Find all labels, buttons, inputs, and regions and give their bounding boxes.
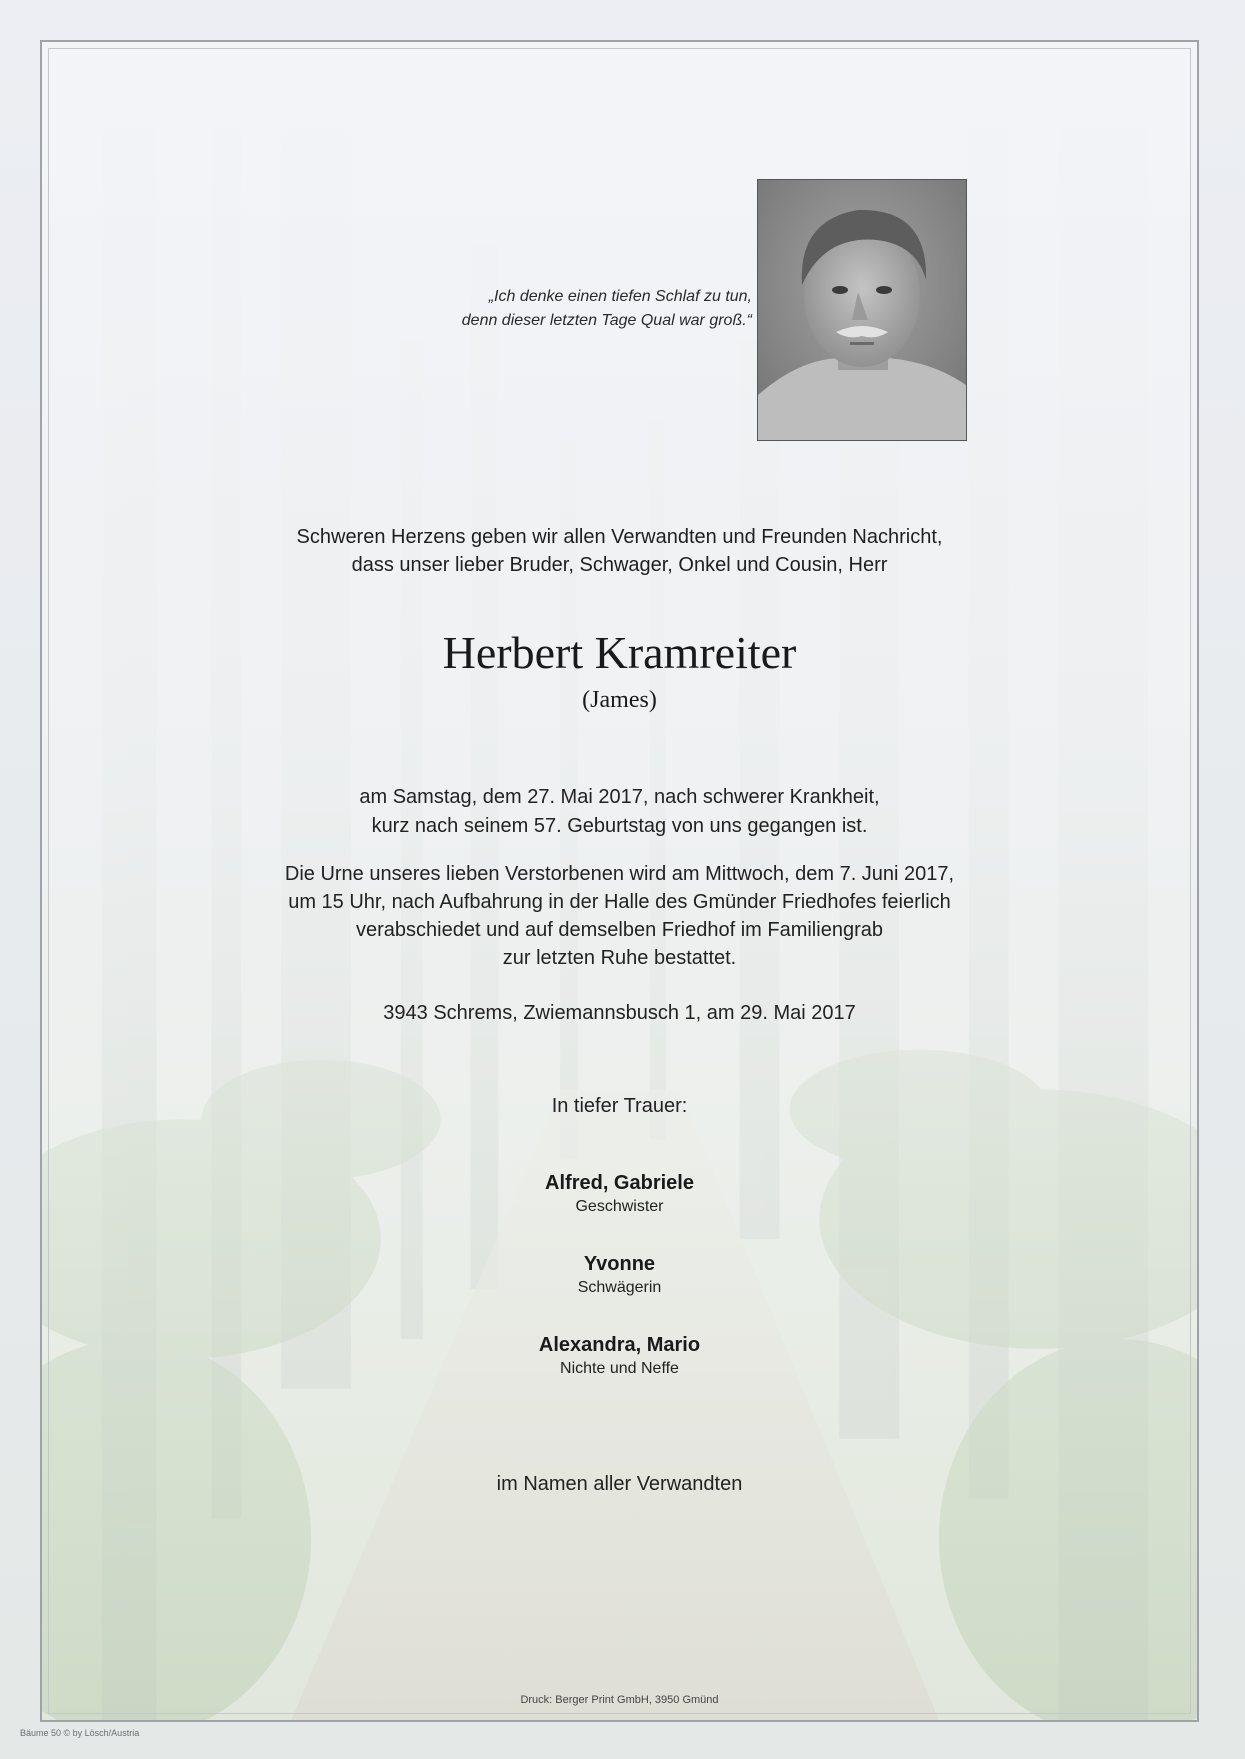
epigraph-quote	[342, 285, 752, 333]
funeral-line-3: verabschiedet und auf demselben Friedhof im Familiengrab	[356, 919, 883, 941]
mourner-relation: Nichte und Neffe	[560, 1360, 679, 1377]
funeral-line-4: zur letzten Ruhe bestattet.	[502, 947, 737, 969]
announcement-line-2: dass unser lieber Bruder, Schwager, Onkel und Cousin, Herr	[351, 554, 888, 576]
passing-line-1: am Samstag, dem 27. Mai 2017, nach schwerer Krankheit,	[359, 786, 880, 808]
mourner-entry	[42, 1251, 1197, 1299]
funeral-line-1: Die Urne unseres lieben Verstorbenen wird am Mittwoch, dem 7. Juni 2017,	[284, 863, 955, 885]
background-credit: Bäume 50 © by Lösch/Austria	[20, 1728, 140, 1738]
deceased-name: Herbert Kramreiter	[442, 627, 797, 678]
portrait-photo	[757, 179, 967, 441]
quote-line-2: denn dieser letzten Tage Qual war groß.“	[461, 312, 752, 329]
content	[42, 42, 1197, 1720]
printer-imprint: Druck: Berger Print GmbH, 3950 Gmünd	[520, 1694, 719, 1706]
mourning-heading: In tiefer Trauer:	[551, 1095, 688, 1117]
mourner-name: Yvonne	[583, 1253, 656, 1275]
page-frame	[40, 40, 1199, 1722]
funeral-line-2: um 15 Uhr, nach Aufbahrung in der Halle des Gmünder Friedhofes feierlich	[288, 891, 951, 913]
mourner-entry	[42, 1332, 1197, 1380]
closing-line: im Namen aller Verwandten	[496, 1473, 743, 1495]
mourner-name: Alexandra, Mario	[538, 1334, 701, 1356]
place-and-date: 3943 Schrems, Zwiemannsbusch 1, am 29. Mai 2017	[383, 1002, 856, 1024]
announcement-line-1: Schweren Herzens geben wir allen Verwandten und Freunden Nachricht,	[296, 526, 943, 548]
passing-line-2: kurz nach seinem 57. Geburtstag von uns gegangen ist.	[371, 815, 868, 837]
announcement-text	[42, 523, 1197, 579]
passing-text	[42, 783, 1197, 841]
funeral-text	[42, 860, 1197, 972]
mourner-name: Alfred, Gabriele	[545, 1172, 694, 1194]
mourner-entry	[42, 1170, 1197, 1218]
deceased-nickname: (James)	[582, 687, 657, 713]
quote-line-1: „Ich denke einen tiefen Schlaf zu tun,	[488, 288, 752, 305]
mourner-relation: Geschwister	[575, 1198, 664, 1215]
mourner-relation: Schwägerin	[577, 1279, 662, 1296]
portrait-image	[758, 180, 966, 440]
